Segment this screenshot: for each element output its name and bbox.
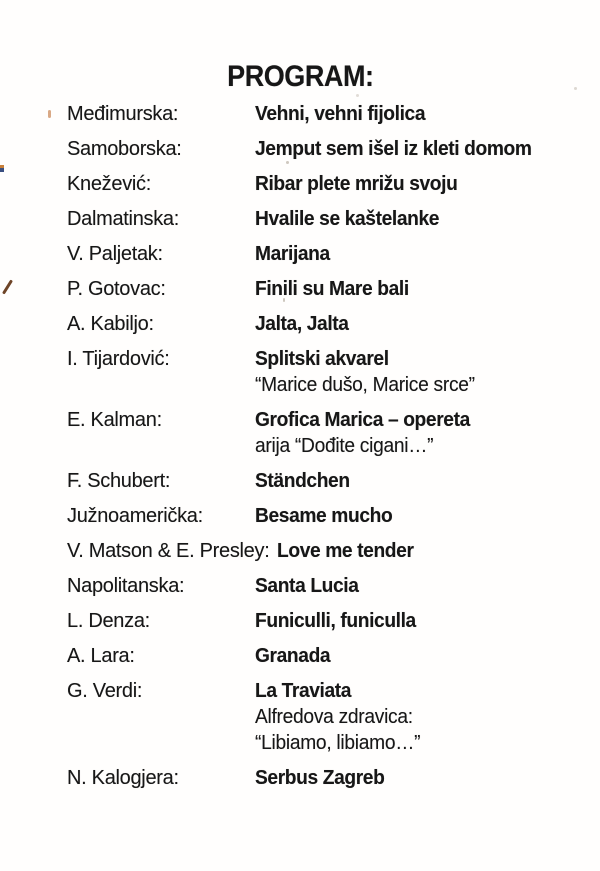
program-entry bbox=[67, 503, 584, 529]
entry-title-line: La Traviata bbox=[255, 680, 352, 702]
entry-title-lines bbox=[255, 573, 363, 599]
entry-title-lines bbox=[255, 678, 427, 756]
entry-label: Međimurska: bbox=[67, 103, 179, 125]
program-entry bbox=[67, 608, 584, 634]
entry-title-lines bbox=[255, 608, 423, 634]
entry-title-line: Alfredova zdravica: bbox=[255, 706, 413, 728]
entry-label: V. Matson & E. Presley: bbox=[67, 540, 270, 562]
entry-title-line: “Marice dušo, Marice srce” bbox=[255, 374, 475, 396]
entry-title-lines bbox=[255, 101, 432, 127]
program-entry bbox=[67, 276, 584, 302]
entry-title-line: Marijana bbox=[255, 243, 330, 265]
entry-label: Napolitanska: bbox=[67, 575, 185, 597]
entry-title-line: Besame mucho bbox=[255, 505, 393, 527]
entry-title-line: Jemput sem išel iz kleti domom bbox=[255, 138, 532, 160]
entry-label: G. Verdi: bbox=[67, 680, 143, 702]
entry-title-lines bbox=[255, 468, 354, 494]
program-entry bbox=[67, 241, 584, 267]
program-entry bbox=[67, 101, 584, 127]
entry-title-line: Hvalile se kaštelanke bbox=[255, 208, 440, 230]
program-entry bbox=[67, 346, 584, 398]
program-entry bbox=[67, 407, 584, 459]
entry-title-line: Ständchen bbox=[255, 470, 350, 492]
entry-title-line: Ribar plete mrižu svoju bbox=[255, 173, 458, 195]
program-entry bbox=[67, 171, 584, 197]
program-entry bbox=[67, 765, 584, 791]
entry-title-lines bbox=[255, 276, 415, 302]
entry-title-line: Grofica Marica – opereta bbox=[255, 409, 470, 431]
entry-title-line: arija “Dođite cigani…” bbox=[255, 435, 434, 457]
entry-label: I. Tijardović: bbox=[67, 348, 170, 370]
program-entry bbox=[67, 573, 584, 599]
entry-title-lines bbox=[255, 407, 479, 459]
entry-title-lines bbox=[255, 311, 353, 337]
entry-title-line: Vehni, vehni fijolica bbox=[255, 103, 426, 125]
entry-label: Knežević: bbox=[67, 173, 152, 195]
scan-speck bbox=[356, 94, 359, 97]
entry-title-line: Serbus Zagreb bbox=[255, 767, 385, 789]
program-entry bbox=[67, 538, 584, 564]
entry-label: E. Kalman: bbox=[67, 409, 162, 431]
program-entry bbox=[67, 468, 584, 494]
entry-title-lines bbox=[255, 503, 398, 529]
entry-label: L. Denza: bbox=[67, 610, 150, 632]
program-list bbox=[0, 101, 600, 800]
program-entry bbox=[67, 311, 584, 337]
program-entry bbox=[67, 136, 584, 162]
entry-label: P. Gotovac: bbox=[67, 278, 166, 300]
entry-label: N. Kalogjera: bbox=[67, 767, 179, 789]
entry-title-lines bbox=[255, 241, 333, 267]
entry-title-line: Santa Lucia bbox=[255, 575, 359, 597]
program-entry bbox=[67, 643, 584, 669]
entry-title-lines bbox=[255, 171, 466, 197]
entry-title-line: “Libiamo, libiamo…” bbox=[255, 732, 421, 754]
entry-label: V. Paljetak: bbox=[67, 243, 163, 265]
entry-title-line: Jalta, Jalta bbox=[255, 313, 349, 335]
entry-title-line: Finili su Mare bali bbox=[255, 278, 409, 300]
page-title-text: PROGRAM: bbox=[226, 60, 374, 93]
program-entry bbox=[67, 678, 584, 756]
entry-label: A. Kabiljo: bbox=[67, 313, 154, 335]
entry-title-lines bbox=[255, 765, 390, 791]
entry-title-line: Granada bbox=[255, 645, 331, 667]
entry-title-lines bbox=[255, 206, 447, 232]
entry-title-lines bbox=[255, 136, 543, 162]
entry-label: A. Lara: bbox=[67, 645, 135, 667]
entry-title-lines bbox=[255, 643, 333, 669]
entry-label: Južnoamerička: bbox=[67, 505, 203, 527]
entry-title-line: Love me tender bbox=[277, 540, 415, 562]
scan-speck bbox=[574, 87, 577, 90]
entry-label: Samoborska: bbox=[67, 138, 182, 160]
entry-title-line: Splitski akvarel bbox=[255, 348, 389, 370]
entry-title-line: Funiculli, funiculla bbox=[255, 610, 416, 632]
program-entry bbox=[67, 206, 584, 232]
entry-title-lines bbox=[255, 346, 484, 398]
page-title bbox=[0, 0, 600, 94]
entry-title-lines bbox=[277, 538, 419, 564]
entry-label: Dalmatinska: bbox=[67, 208, 179, 230]
entry-label: F. Schubert: bbox=[67, 470, 171, 492]
